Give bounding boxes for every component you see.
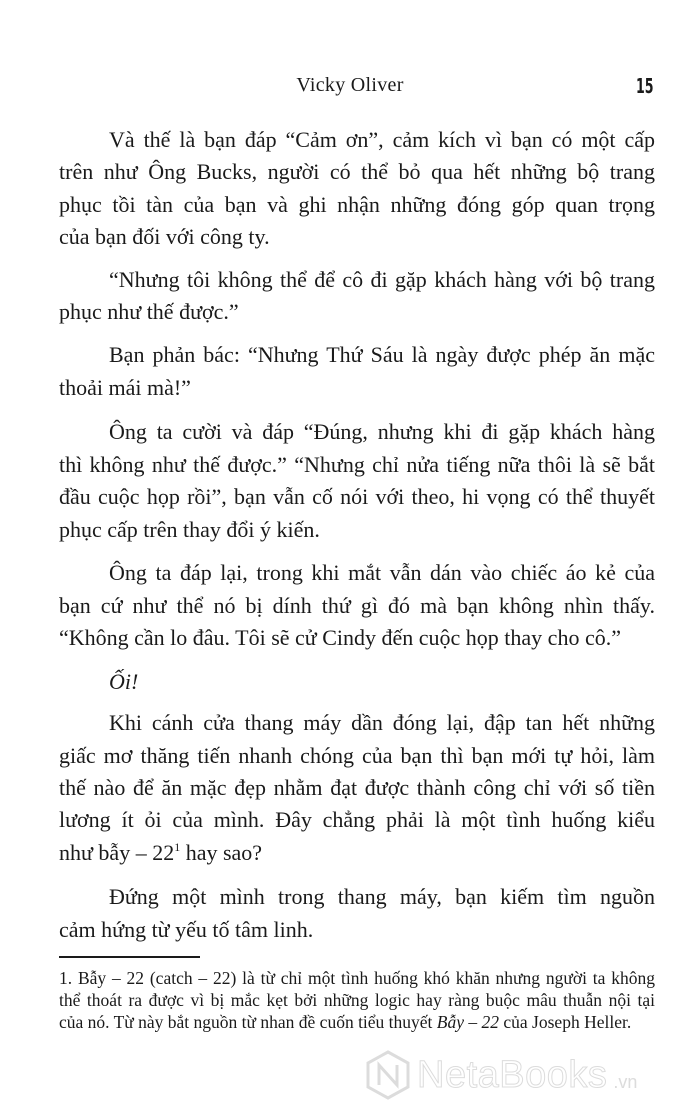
body-line: phục như thế được.” <box>59 299 239 324</box>
body-line: phục tồi tàn của bạn và ghi nhận những đóng góp quan trọng <box>59 192 655 217</box>
body-line: Bạn phản bác: “Nhưng Thứ Sáu là ngày được phép ăn mặc <box>109 342 655 367</box>
footnote-divider <box>59 956 200 958</box>
footnote-line <box>59 1011 655 1033</box>
body-line: thì không như thế được.” “Nhưng chỉ nửa tiếng nữa thôi là sẽ bắt <box>59 452 655 477</box>
body-line: Khi cánh cửa thang máy dần đóng lại, đập tan hết những <box>109 710 655 735</box>
body-line: giấc mơ thăng tiến nhanh chóng của bạn thì bạn mới tự hỏi, làm <box>59 743 655 768</box>
text: như bẫy – 22 <box>59 840 175 865</box>
watermark-name: NetaBooks <box>417 1053 608 1096</box>
book-title: Bẫy – 22 <box>436 1012 500 1032</box>
body-line: thế nào để ăn mặc đẹp nhằm đạt được thành công chỉ với số tiền <box>59 775 655 800</box>
body-line: phục cấp trên thay đổi ý kiến. <box>59 517 320 542</box>
netabooks-logo-icon <box>365 1050 411 1100</box>
body-line: cảm hứng từ yếu tố tâm linh. <box>59 917 314 942</box>
page-number: 15 <box>636 74 654 98</box>
text: của nó. Từ này bắt nguồn từ nhan đề cuốn tiểu thuyết <box>59 1012 437 1032</box>
running-title: Vicky Oliver <box>296 74 404 96</box>
watermark-logo <box>365 1050 637 1100</box>
watermark-tld: .vn <box>613 1071 638 1092</box>
body-line: “Nhưng tôi không thể để cô đi gặp khách hàng với bộ trang <box>109 267 655 292</box>
body-line: Ông ta đáp lại, trong khi mắt vẫn dán vào chiếc áo kẻ của <box>109 560 655 585</box>
body-line: Ông ta cười và đáp “Đúng, nhưng khi đi gặp khách hàng <box>109 419 655 444</box>
footnote-line: thể thoát ra được vì bị mắc kẹt bởi những logic hay ràng buộc mâu thuẫn nội tại <box>59 990 655 1010</box>
text: của Joseph Heller. <box>499 1012 632 1032</box>
body-line: đầu cuộc họp rồi”, bạn vẫn cố nói với theo, hi vọng có thể thuyết <box>59 484 655 509</box>
text: hay sao? <box>180 840 263 865</box>
body-line: thoải mái mà!” <box>59 375 191 400</box>
body-line: của bạn đối với công ty. <box>59 224 270 249</box>
body-line: bạn cứ như thể nó bị dính thứ gì đó mà bạn không nhìn thấy. <box>59 593 655 618</box>
body-line: trên như Ông Bucks, người có thể bỏ qua hết những bộ trang <box>59 159 655 184</box>
body-line: Và thế là bạn đáp “Cảm ơn”, cảm kích vì bạn có một cấp <box>109 127 655 152</box>
body-line: “Không cần lo đâu. Tôi sẽ cử Cindy đến cuộc họp thay cho cô.” <box>59 625 621 650</box>
footnote-line: 1. Bẫy – 22 (catch – 22) là từ chỉ một tình huống khó khăn nhưng người ta không <box>59 968 655 988</box>
body-line: Đứng một mình trong thang máy, bạn kiếm tìm nguồn <box>109 884 655 909</box>
body-line-exclamation: Ối! <box>109 669 139 694</box>
footnote-reference[interactable]: 1 <box>174 840 181 854</box>
body-line: lương ít ỏi của mình. Đây chẳng phải là một tình huống kiểu <box>59 807 655 832</box>
body-line-with-footnote-ref <box>59 837 655 869</box>
